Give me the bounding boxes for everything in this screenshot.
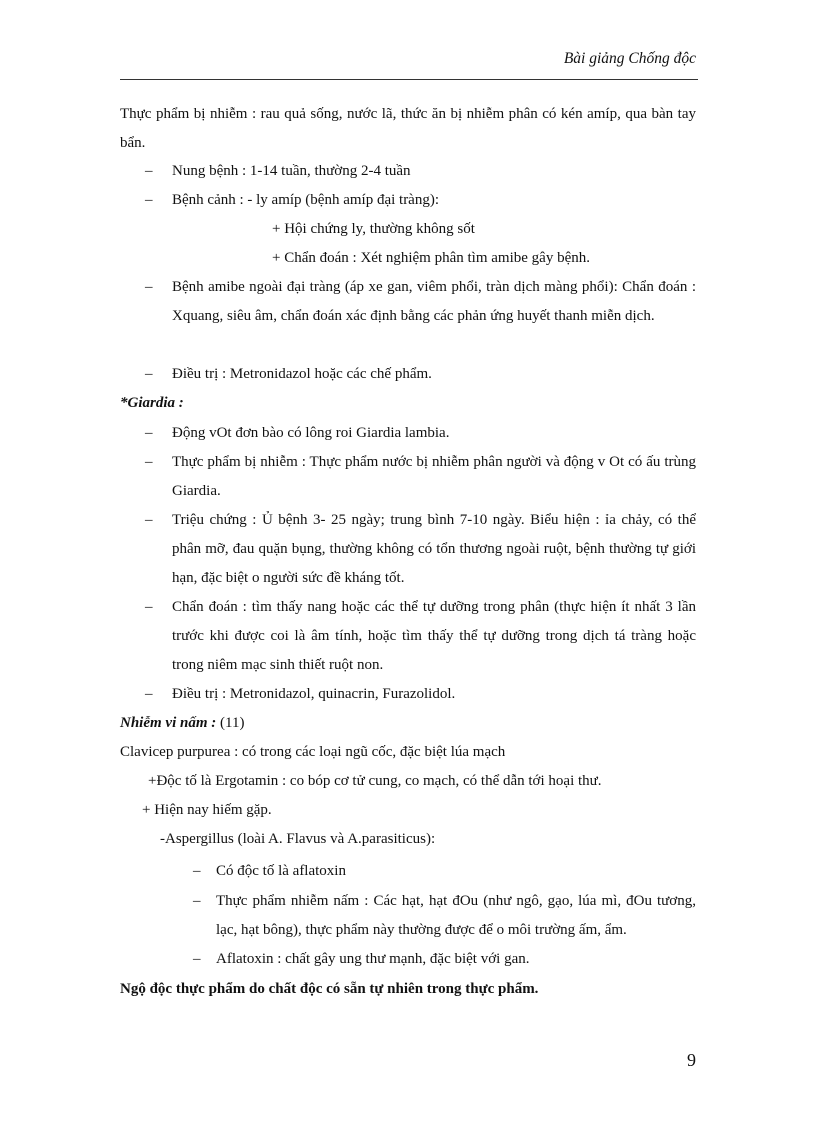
bullet-dash: – xyxy=(145,686,153,702)
list-item-giardia-food: Thực phẩm bị nhiễm : Thực phẩm nước bị nhiễm phân người và động v Ot có ấu trùng Giardia. xyxy=(172,454,696,499)
list-item-extraintestinal: Bệnh amibe ngoài đại tràng (áp xe gan, viêm phổi, tràn dịch màng phổi): Chẩn đoán : Xquang, siêu âm, chẩn đoán xác định bằng các phản ứng huyết thanh miễn dịch. xyxy=(172,279,696,324)
paragraph-contaminated-food: Thực phẩm bị nhiễm : rau quả sống, nước lã, thức ăn bị nhiễm phân có kén amíp, qua bàn tay bẩn. xyxy=(120,106,696,151)
list-item-aflatoxin-toxin: Có độc tố là aflatoxin xyxy=(216,863,346,879)
list-item-giardia-symptoms: Triệu chứng : Ủ bệnh 3- 25 ngày; trung bình 7-10 ngày. Biểu hiện : ỉa chảy, có thể phân mỡ, đau quặn bụng, thường không có tổn thương ngoài ruột, bệnh thường tự giới hạn, đặc biệt o người sức đề kháng tốt. xyxy=(172,512,696,586)
page-number: 9 xyxy=(687,1050,696,1070)
heading-giardia: *Giardia : xyxy=(120,395,184,411)
list-item-clinical: Bệnh cảnh : - ly amíp (bệnh amíp đại tràng): xyxy=(172,192,440,208)
list-item-aflatoxin-cancer: Aflatoxin : chất gây ung thư mạnh, đặc biệt với gan. xyxy=(216,951,530,967)
list-item-giardia-treatment: Điều trị : Metronidazol, quinacrin, Furazolidol. xyxy=(172,686,456,702)
bullet-dash: – xyxy=(145,454,153,470)
header-rule xyxy=(120,79,698,80)
paragraph-ergotamine: +Độc tố là Ergotamin : co bóp cơ tử cung, co mạch, có thể dẫn tới hoại thư. xyxy=(148,773,602,789)
sub-item-dysentery: + Hội chứng ly, thường không sốt xyxy=(272,221,475,237)
bullet-dash: – xyxy=(145,599,153,615)
heading-fungi-title: Nhiễm vi nấm : xyxy=(120,715,217,731)
page-header: Bài giảng Chống độc xyxy=(563,50,696,67)
heading-fungi xyxy=(120,709,696,738)
bullet-dash: – xyxy=(193,951,201,967)
bullet-dash: – xyxy=(193,863,201,879)
heading-natural-toxins: Ngộ độc thực phẩm do chất độc có sẵn tự nhiên trong thực phẩm. xyxy=(120,981,539,997)
paragraph-claviceps: Clavicep purpurea : có trong các loại ngũ cốc, đặc biệt lúa mạch xyxy=(120,744,506,760)
list-item-fungal-food: Thực phẩm nhiễm nấm : Các hạt, hạt đOu (như ngô, gạo, lúa mì, đOu tương, lạc, hạt bông), thực phẩm này thường được để o môi trường ấm, ẩm. xyxy=(216,893,696,938)
bullet-dash: – xyxy=(145,366,153,382)
paragraph-aspergillus: -Aspergillus (loài A. Flavus và A.parasiticus): xyxy=(160,831,436,847)
bullet-dash: – xyxy=(145,425,153,441)
list-item-giardia-organism: Động vOt đơn bào có lông roi Giardia lambia. xyxy=(172,425,450,441)
heading-fungi-reference: (11) xyxy=(216,715,245,731)
bullet-dash: – xyxy=(193,893,201,909)
list-item-incubation: Nung bệnh : 1-14 tuần, thường 2-4 tuần xyxy=(172,163,411,179)
list-item-giardia-diagnosis: Chẩn đoán : tìm thấy nang hoặc các thể tự dưỡng trong phân (thực hiện ít nhất 3 lần trước khi được coi là âm tính, hoặc tìm thấy thể tự dưỡng trong dịch tá tràng hoặc trong niêm mạc sinh thiết ruột non. xyxy=(172,599,696,673)
list-item-treatment: Điều trị : Metronidazol hoặc các chế phẩm. xyxy=(172,366,432,382)
bullet-dash: – xyxy=(145,163,153,179)
sub-item-diagnosis: + Chẩn đoán : Xét nghiệm phân tìm amibe gây bệnh. xyxy=(272,250,590,266)
bullet-dash: – xyxy=(145,279,153,295)
bullet-dash: – xyxy=(145,512,153,528)
paragraph-rare: + Hiện nay hiếm gặp. xyxy=(142,802,272,818)
bullet-dash: – xyxy=(145,192,153,208)
